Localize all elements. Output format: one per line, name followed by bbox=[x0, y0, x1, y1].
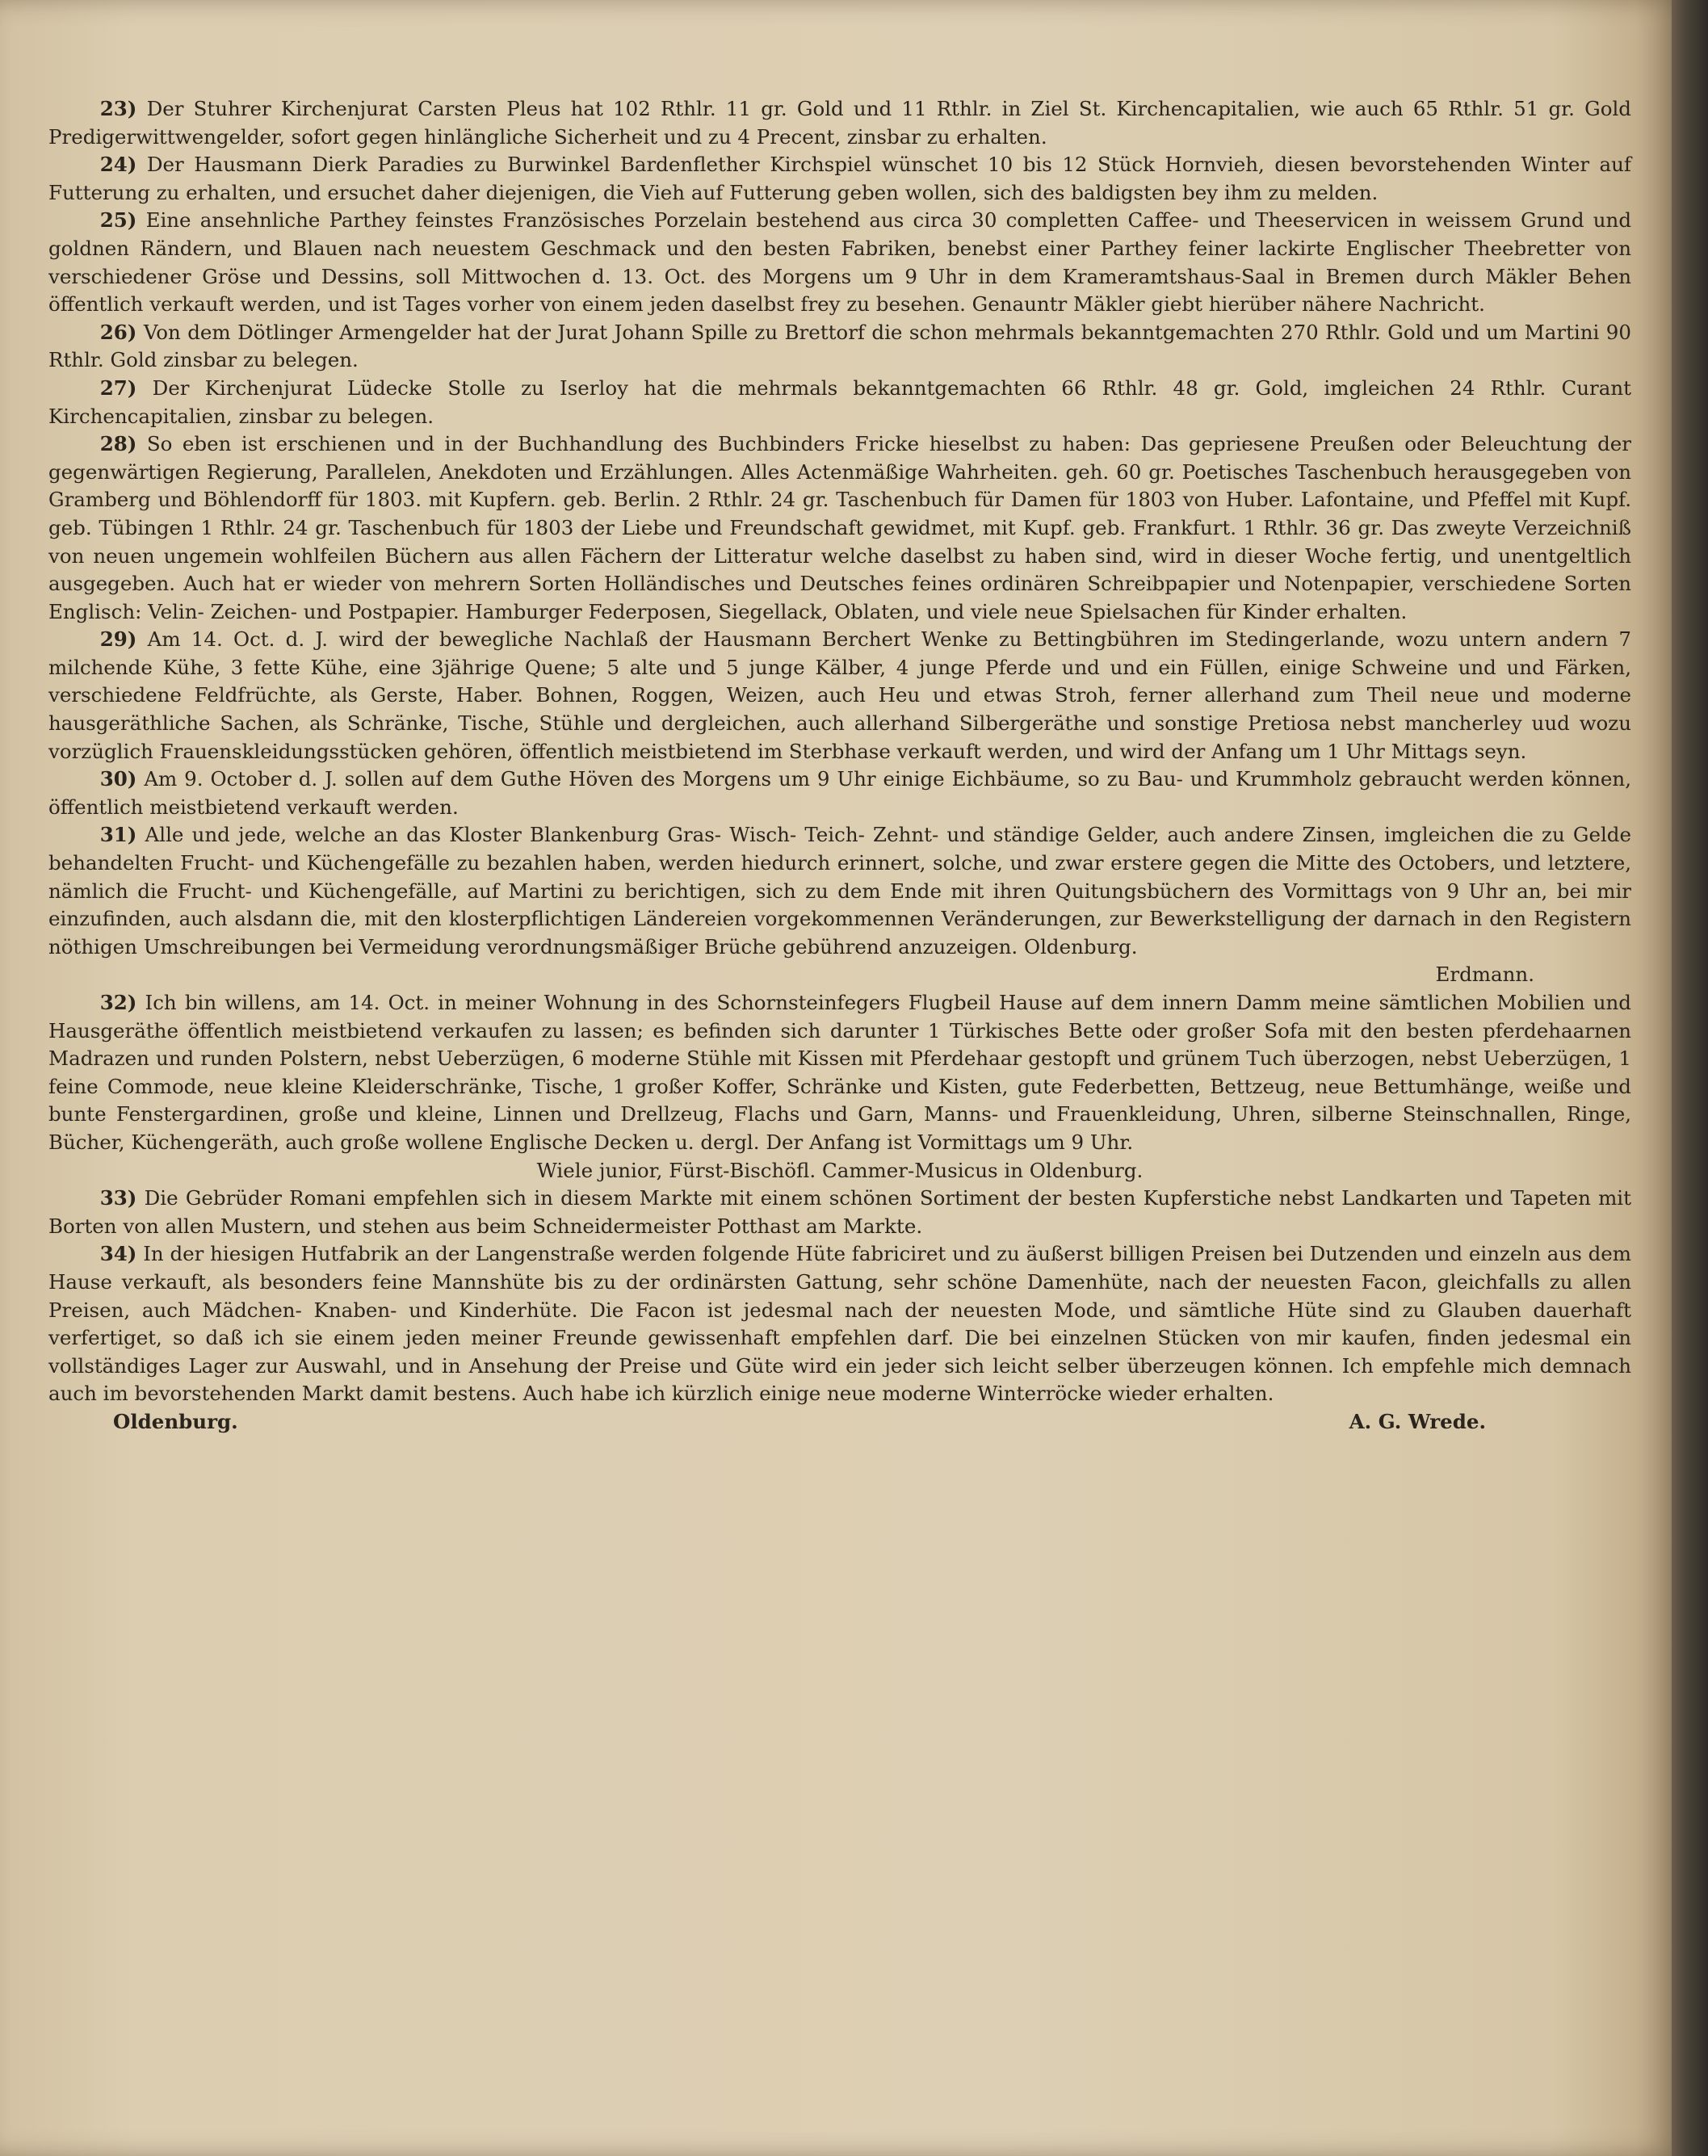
entry-text: Der Stuhrer Kirchenjurat Carsten Pleus hat 102 Rthlr. 11 gr. Gold und 11 Rthlr. in Ziel St. Kirchencapitalien, wie auch 65 Rthlr. 51 gr. Gold Predigerwittwengelder, sofort gegen hinlängliche Sicherheit und zu 4 Precent, zinsbar zu erhalten. bbox=[48, 97, 1631, 149]
entry-text: Am 14. Oct. d. J. wird der bewegliche Nachlaß der Hausmann Berchert Wenke zu Bettingbühren im Stedingerlande, wozu untern andern 7 milchende Kühe, 3 fette Kühe, eine 3jährige Quene; 5 alte und 5 junge Kälber, 4 junge Pferde und und ein Füllen, einige Schweine und und Färken, verschiedene Feldfrüchte, als Gerste, Haber. Bohnen, Roggen, Weizen, auch Heu und etwas Stroh, ferner allerhand zum Theil neue und moderne hausgeräthliche Sachen, als Schränke, Tische, Stühle und dergleichen, auch allerhand Silbergeräthe und sonstige Pretiosa nebst mancherley uud wozu vorzüglich Frauenskleidungsstücken gehören, öffentlich meistbietend im Sterbhase verkauft werden, und wird der Anfang um 1 Uhr Mittags seyn. bbox=[48, 627, 1631, 763]
entry-text: Die Gebrüder Romani empfehlen sich in diesem Markte mit einem schönen Sortiment der besten Kupferstiche nebst Landkarten und Tapeten mit Borten von allen Mustern, und stehen aus beim Schneidermeister Potthast am Markte. bbox=[48, 1186, 1631, 1238]
entry-text: Alle und jede, welche an das Kloster Blankenburg Gras- Wisch- Teich- Zehnt- und ständige Gelder, auch andere Zinsen, imgleichen die zu Gelde behandelten Frucht- und Küchengefälle zu bezahlen haben, werden hiedurch erinnert, solche, und zwar erstere gegen die Mitte des Octobers, und letztere, nämlich die Frucht- und Küchengefälle, auf Martini zu berichtigen, sich zu dem Ende mit ihren Quitungsbüchern des Vormittags von 9 Uhr an, bei mir einzufinden, auch alsdann die, mit den klosterpflichtigen Ländereien vorgekommennen Veränderungen, zur Bewerkstelligung der darnach in den Registern nöthigen Umschreibungen bei Vermeidung verordnungsmäßiger Brüche gebührend anzuzeigen. Oldenburg. bbox=[48, 823, 1631, 958]
entry-number: 32) bbox=[99, 991, 137, 1014]
entry-signature: Wiele junior, Fürst-Bischöfl. Cammer-Musicus in Oldenburg. bbox=[536, 1158, 1144, 1182]
entry-31 bbox=[48, 821, 1631, 961]
closing-line bbox=[48, 1408, 1631, 1437]
entry-24 bbox=[48, 151, 1631, 207]
entry-number: 24) bbox=[99, 153, 137, 177]
entry-number: 33) bbox=[99, 1186, 137, 1210]
entry-number: 28) bbox=[99, 432, 137, 456]
entry-number: 31) bbox=[99, 823, 137, 847]
entry-28 bbox=[48, 430, 1631, 626]
entry-text: Von dem Dötlinger Armengelder hat der Jurat Johann Spille zu Brettorf die schon mehrmals bekanntgemachten 270 Rthlr. Gold und um Martini 90 Rthlr. Gold zinsbar zu belegen. bbox=[48, 320, 1631, 372]
entry-number: 26) bbox=[99, 320, 137, 344]
entry-text: Am 9. October d. J. sollen auf dem Guthe Höven des Morgens um 9 Uhr einige Eichbäume, so zu Bau- und Krummholz gebraucht werden können, öffentlich meistbietend verkauft werden. bbox=[48, 767, 1631, 819]
closing-name: A. G. Wrede. bbox=[1349, 1409, 1486, 1433]
entry-text: So eben ist erschienen und in der Buchhandlung des Buchbinders Fricke hieselbst zu haben: Das gepriesene Preußen oder Beleuchtung der gegenwärtigen Regierung, Parallelen, Anekdoten und Erzählungen. Alles Actenmäßige Wahrheiten. geh. 60 gr. Poetisches Taschenbuch herausgegeben von Gramberg und Böhlendorff für 1803. mit Kupfern. geb. Berlin. 2 Rthlr. 24 gr. Taschenbuch für Damen für 1803 von Huber. Lafontaine, und Pfeffel mit Kupf. geb. Tübingen 1 Rthlr. 24 gr. Taschenbuch für 1803 der Liebe und Freundschaft gewidmet, mit Kupf. geb. Frankfurt. 1 Rthlr. 36 gr. Das zweyte Verzeichniß von neuen ungemein wohlfeilen Büchern aus allen Fächern der Litteratur welche daselbst zu haben sind, wird in dieser Woche fertig, und unentgeltlich ausgegeben. Auch hat er wieder von mehrern Sorten Holländisches und Deutsches feines ordinären Schreibpapier und Notenpapier, verschiedene Sorten Englisch: Velin- Zeichen- und Postpapier. Hamburger Federposen, Siegellack, Oblaten, und viele neue Spielsachen für Kinder erhalten. bbox=[48, 432, 1631, 623]
entry-number: 34) bbox=[99, 1242, 137, 1266]
closing-place: Oldenburg. bbox=[113, 1409, 238, 1433]
entry-26 bbox=[48, 319, 1631, 375]
entry-number: 23) bbox=[99, 97, 137, 120]
entry-number: 30) bbox=[99, 767, 137, 791]
entry-number: 29) bbox=[99, 627, 137, 652]
entry-32 bbox=[48, 989, 1631, 1157]
entry-25 bbox=[48, 207, 1631, 318]
entry-text: Ich bin willens, am 14. Oct. in meiner Wohnung in des Schornsteinfegers Flugbeil Hause auf dem innern Damm meine sämtlichen Mobilien und Hausgeräthe öffentlich meistbietend verkaufen zu lassen; es befinden sich darunter 1 Türkisches Bette oder großer Sofa mit den besten pferdehaarnen Madrazen und runden Polstern, nebst Ueberzügen, 6 moderne Stühle mit Kissen mit Pferdehaar gestopft und grünem Tuch überzogen, nebst Ueberzügen, 1 feine Commode, neue kleine Kleiderschränke, Tische, 1 großer Koffer, Schränke und Kisten, gute Federbetten, Bettzeug, neue Bettumhänge, weiße und bunte Fenstergardinen, große und kleine, Linnen und Drellzeug, Flachs und Garn, Manns- und Frauenkleidung, Uhren, silberne Steinschnallen, Ringe, Bücher, Küchengeräth, auch große wollene Englische Decken u. dergl. Der Anfang ist Vormittags um 9 Uhr. bbox=[48, 991, 1631, 1154]
entry-27 bbox=[48, 375, 1631, 430]
entry-34 bbox=[48, 1240, 1631, 1408]
entry-text: Eine ansehnliche Parthey feinstes Französisches Porzelain bestehend aus circa 30 completten Caffee- und Theeservicen in weissem Grund und goldnen Rändern, und Blauen nach neuestem Geschmack und den besten Fabriken, benebst einer Parthey feiner lackirte Englischer Theebretter von verschiedener Gröse und Dessins, soll Mittwochen d. 13. Oct. des Morgens um 9 Uhr in dem Krameramtshaus-Saal in Bremen durch Mäkler Behen öffentlich verkauft werden, und ist Tages vorher von einem jeden daselbst frey zu besehen. Genauntr Mäkler giebt hierüber nähere Nachricht. bbox=[48, 208, 1631, 317]
entry-33 bbox=[48, 1185, 1631, 1240]
entry-number: 25) bbox=[99, 208, 137, 233]
advertisement-column bbox=[48, 95, 1631, 1437]
entry-number: 27) bbox=[99, 375, 137, 400]
entry-signature: Erdmann. bbox=[1435, 963, 1534, 987]
entry-30 bbox=[48, 766, 1631, 821]
entry-text: Der Hausmann Dierk Paradies zu Burwinkel Bardenflether Kirchspiel wünschet 10 bis 12 Stück Hornvieh, diesen bevorstehenden Winter auf Futterung zu erhalten, und ersuchet daher diejenigen, die Vieh auf Futterung geben wollen, sich des baldigsten bey ihm zu melden. bbox=[48, 153, 1631, 204]
book-gutter bbox=[1672, 0, 1708, 2156]
entry-text: In der hiesigen Hutfabrik an der Langenstraße werden folgende Hüte fabriciret und zu äußerst billigen Preisen bei Dutzenden und einzeln aus dem Hause verkauft, als besonders feine Mannshüte bis zu der ordinärsten Gattung, sehr schöne Damenhüte, nach der neuesten Facon, gleichfalls zu allen Preisen, auch Mädchen- Knaben- und Kinderhüte. Die Facon ist jedesmal nach der neuesten Mode, und sämtliche Hüte sind zu Glauben dauerhaft verfertiget, so daß ich sie einem jeden meiner Freunde gewissenhaft empfehlen darf. Die bei einzelnen Stücken von mir kaufen, finden jedesmal ein vollständiges Lager zur Auswahl, und in Ansehung der Preise und Güte wird ein jeder sich leicht selber überzeugen können. Ich empfehle mich demnach auch im bevorstehenden Markt damit bestens. Auch habe ich kürzlich einige neue moderne Winterröcke wieder erhalten. bbox=[48, 1242, 1631, 1406]
entry-23 bbox=[48, 95, 1631, 151]
entry-text: Der Kirchenjurat Lüdecke Stolle zu Iserloy hat die mehrmals bekanntgemachten 66 Rthlr. 48 gr. Gold, imgleichen 24 Rthlr. Curant Kirchencapitalien, zinsbar zu belegen. bbox=[48, 375, 1631, 428]
entry-29 bbox=[48, 626, 1631, 766]
